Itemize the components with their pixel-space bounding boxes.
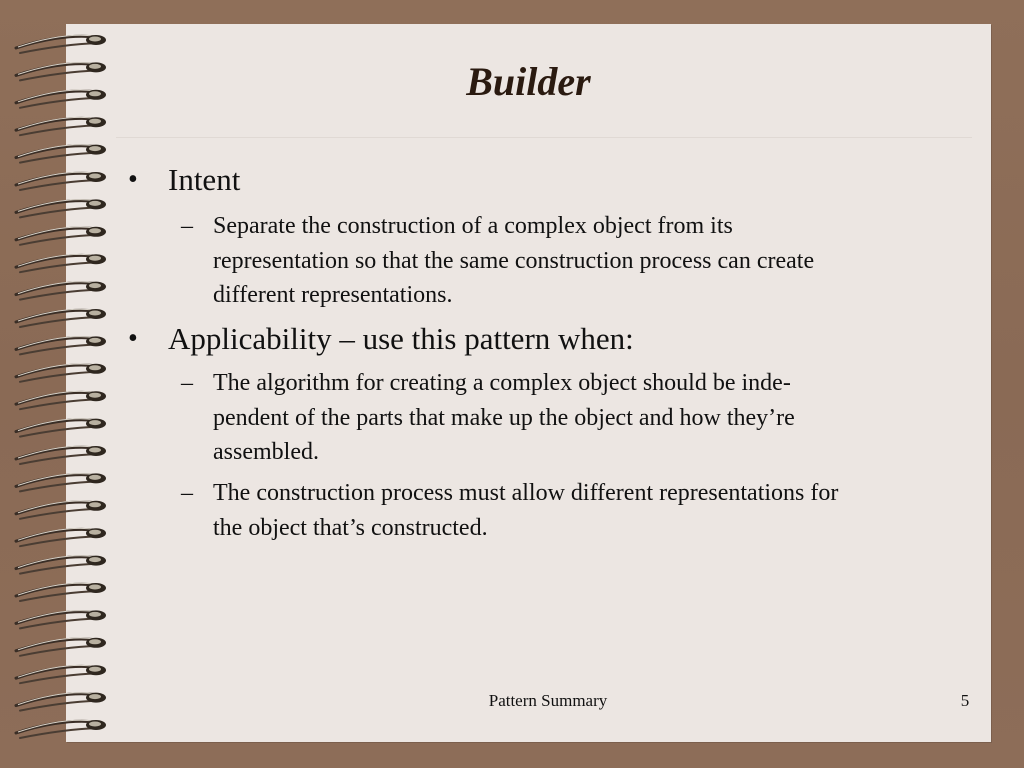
- slide-title: Builder: [466, 59, 591, 104]
- bullet-intent: [128, 164, 240, 196]
- title-divider: [116, 137, 972, 138]
- slide-number: 5: [960, 691, 970, 710]
- sub-bullet-marker: –: [181, 480, 193, 506]
- sub-bullet-text: [213, 476, 973, 545]
- text-line: different representations.: [213, 282, 453, 308]
- text-line: The algorithm for creating a complex object should be inde-: [213, 370, 791, 396]
- sub-bullet-marker: –: [181, 213, 193, 239]
- bullet-text: Applicability – use this pattern when:: [168, 321, 634, 356]
- bullet-marker: •: [128, 164, 138, 195]
- bullet-applicability: [128, 323, 634, 355]
- sub-bullet-marker: –: [181, 370, 193, 396]
- sub-bullet-construction-process: [181, 476, 973, 545]
- sub-bullet-text: [213, 366, 973, 470]
- text-line: The construction process must allow different representations for: [213, 480, 839, 506]
- bullet-marker: •: [128, 323, 138, 354]
- text-line: representation so that the same construction process can create: [213, 247, 815, 274]
- text-line: pendent of the parts that make up the object and how they’re: [213, 404, 795, 431]
- footer-title: Pattern Summary: [488, 691, 608, 710]
- sub-bullet-intent-description: [181, 209, 973, 313]
- sub-bullet-algorithm: [181, 366, 973, 470]
- text-line: assembled.: [213, 439, 319, 465]
- bullet-text: Intent: [168, 162, 241, 197]
- text-line: Separate the construction of a complex object from its: [213, 213, 733, 239]
- sub-bullet-text: [213, 209, 973, 313]
- text-line: the object that’s constructed.: [213, 514, 488, 541]
